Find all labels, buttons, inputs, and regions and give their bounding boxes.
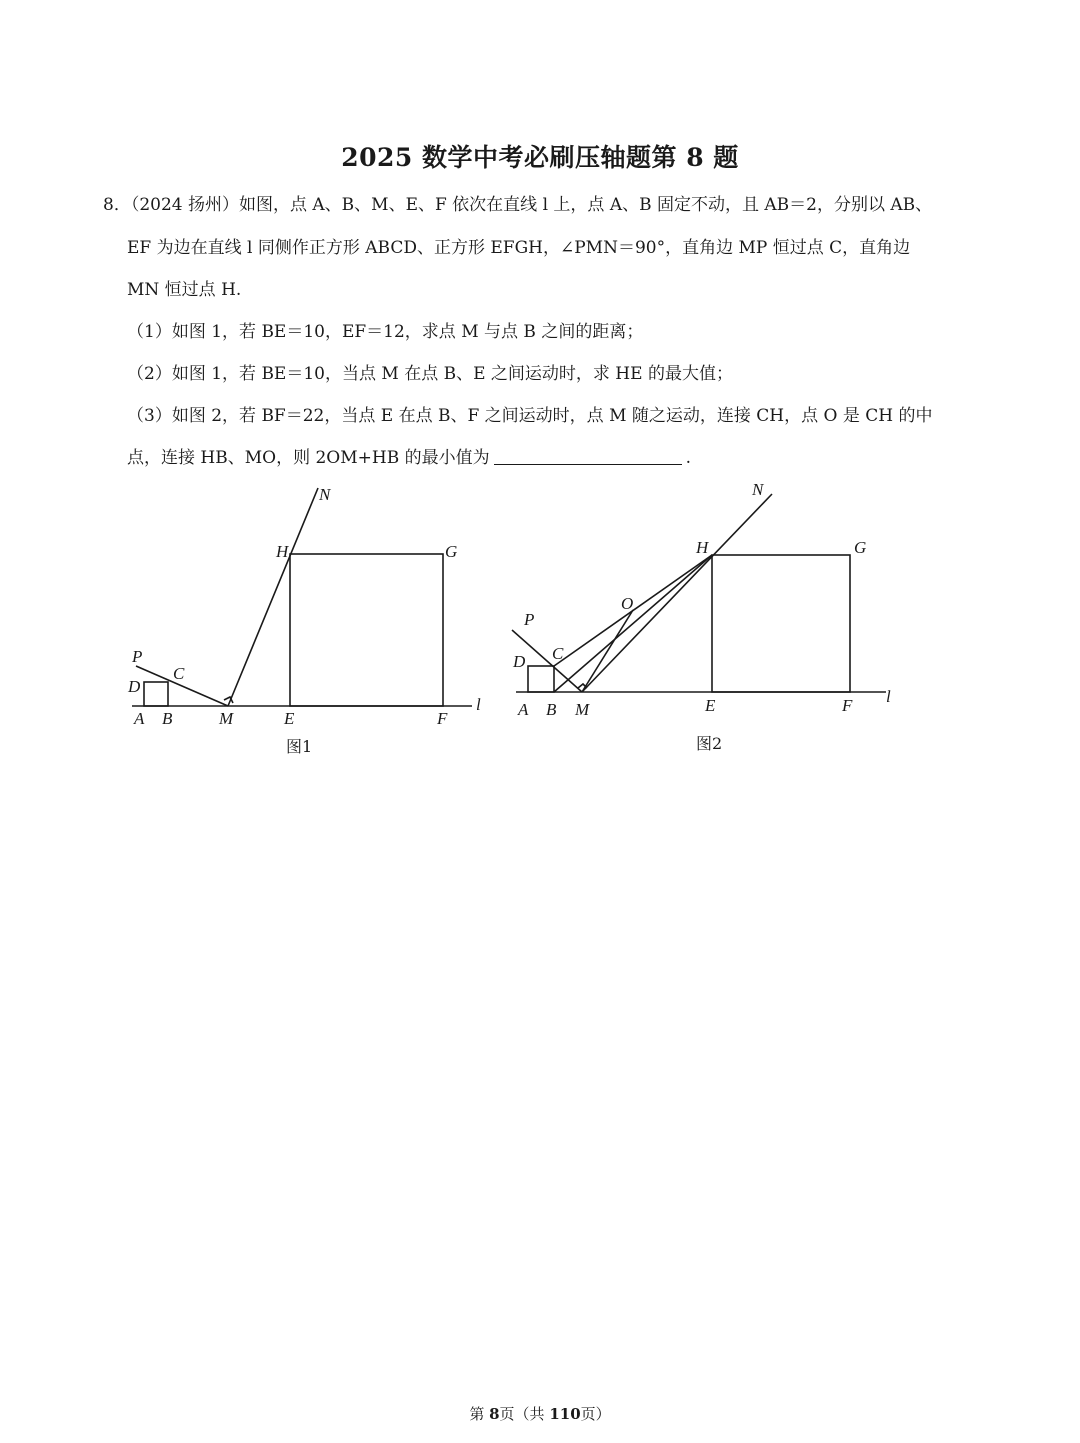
- label-B: B: [546, 700, 557, 719]
- page-footer: [0, 1403, 1080, 1424]
- label-P: P: [524, 610, 535, 629]
- square-efgh: [290, 554, 443, 706]
- question-2: （2）如图 1，若 BE＝10，当点 M 在点 B、E 之间运动时，求 HE 的最大值；: [127, 364, 733, 384]
- question-3-end: .: [685, 448, 692, 468]
- label-F: F: [437, 709, 448, 728]
- label-l: l: [886, 687, 891, 706]
- footer-suffix: 页）: [580, 1405, 611, 1423]
- label-G: G: [445, 542, 458, 561]
- question-3-line-1: （3）如图 2，若 BF＝22，当点 E 在点 B、F 之间运动时，点 M 随之运动，连接 CH，点 O 是 CH 的中: [127, 406, 933, 426]
- label-A: A: [134, 709, 145, 728]
- label-B: B: [162, 709, 173, 728]
- segment-hb: [554, 555, 712, 692]
- label-N: N: [319, 485, 331, 504]
- footer-mid: 页（共: [499, 1405, 550, 1423]
- question-3-line-2: [127, 446, 691, 470]
- label-H: H: [696, 538, 709, 557]
- square-abcd: [528, 666, 554, 692]
- figure-2: [500, 478, 900, 768]
- problem-line-3: MN 恒过点 H.: [127, 280, 242, 300]
- square-efgh: [712, 555, 850, 692]
- segment-mn: [582, 494, 772, 692]
- square-abcd: [144, 682, 168, 706]
- label-C: C: [173, 664, 185, 683]
- label-D: D: [128, 677, 141, 696]
- label-A: A: [518, 700, 529, 719]
- label-O: O: [621, 594, 634, 613]
- label-P: P: [132, 647, 143, 666]
- label-E: E: [705, 696, 716, 715]
- footer-total-pages: 110: [549, 1405, 581, 1423]
- problem-line-2: EF 为边在直线 l 同侧作正方形 ABCD、正方形 EFGH，∠PMN＝90°，直角边 MP 恒过点 C，直角边: [127, 238, 911, 258]
- label-F: F: [842, 696, 853, 715]
- label-H: H: [276, 542, 289, 561]
- page-title: 2025 数学中考必刷压轴题第 8 题: [341, 143, 739, 172]
- figure-1-caption: 图1: [286, 737, 313, 756]
- label-G: G: [854, 538, 867, 557]
- label-M: M: [575, 700, 590, 719]
- figure-1: [120, 478, 500, 768]
- label-D: D: [513, 652, 526, 671]
- right-angle-mark: [578, 684, 587, 688]
- footer-prefix: 第: [469, 1405, 490, 1423]
- answer-blank[interactable]: [494, 448, 682, 465]
- label-E: E: [284, 709, 295, 728]
- label-l: l: [476, 695, 481, 714]
- question-3-text: 点，连接 HB、MO，则 2OM+HB 的最小值为: [127, 448, 490, 468]
- label-N: N: [752, 480, 764, 499]
- problem-line-1: 8．（2024 扬州）如图，点 A、B、M、E、F 依次在直线 l 上，点 A、B 固定不动，且 AB＝2，分别以 AB、: [103, 195, 933, 215]
- label-C: C: [552, 644, 564, 663]
- segment-mn: [228, 488, 318, 706]
- label-M: M: [219, 709, 234, 728]
- segment-mo: [582, 610, 633, 692]
- footer-page-number: 8: [489, 1405, 500, 1423]
- figure-2-caption: 图2: [696, 734, 723, 753]
- question-1: （1）如图 1，若 BE＝10，EF＝12，求点 M 与点 B 之间的距离；: [127, 322, 644, 342]
